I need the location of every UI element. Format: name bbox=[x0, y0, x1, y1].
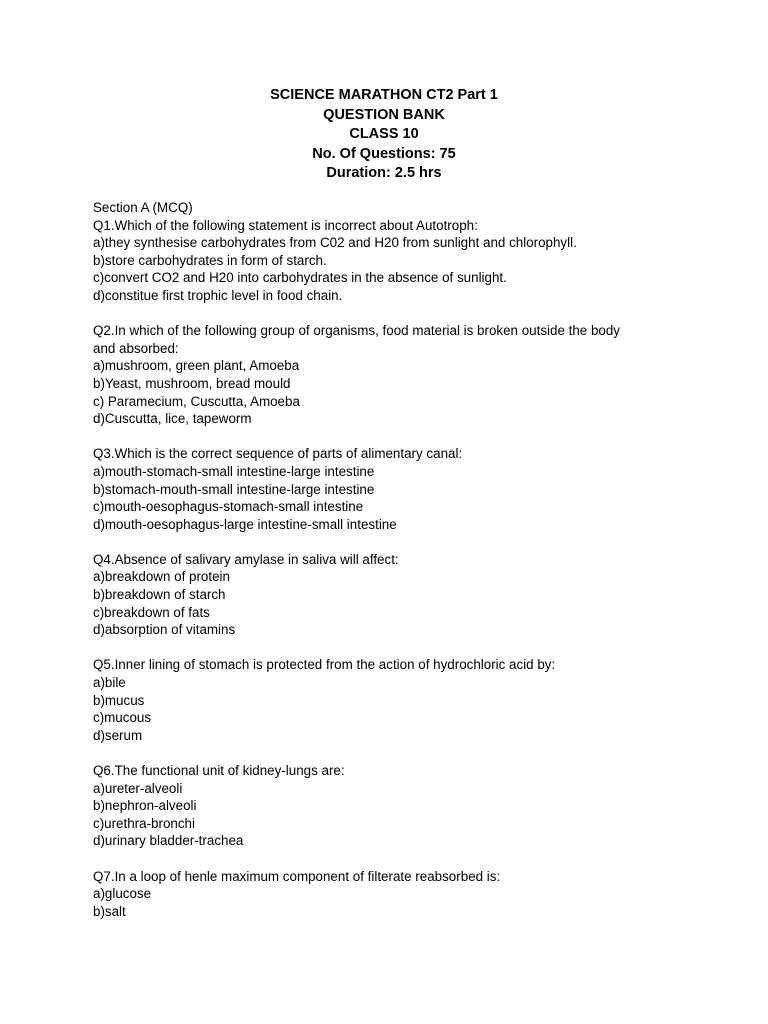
answer-option: c)convert CO2 and H20 into carbohydrates in the absence of sunlight. bbox=[93, 270, 507, 286]
answer-option: c)mouth-oesophagus-stomach-small intestine bbox=[93, 499, 364, 515]
answer-option: c)mucous bbox=[93, 710, 152, 726]
answer-option: b)stomach-mouth-small intestine-large intestine bbox=[93, 481, 375, 497]
question-text: Q1.Which of the following statement is incorrect about Autotroph: bbox=[93, 217, 478, 233]
answer-option: a)mouth-stomach-small intestine-large intestine bbox=[93, 463, 375, 479]
question-count: No. Of Questions: 75 bbox=[312, 145, 456, 162]
question-text: Q3.Which is the correct sequence of parts of alimentary canal: bbox=[93, 446, 463, 462]
answer-option: a)they synthesise carbohydrates from C02 and H20 from sunlight and chlorophyll. bbox=[93, 235, 577, 251]
question-block bbox=[93, 217, 693, 305]
answer-option: a)ureter-alveoli bbox=[93, 780, 183, 796]
answer-option: c) Paramecium, Cuscutta, Amoeba bbox=[93, 393, 300, 409]
answer-option: b)mucus bbox=[93, 692, 145, 708]
answer-option: a)bile bbox=[93, 675, 126, 691]
answer-option: a)glucose bbox=[93, 886, 152, 902]
question-list bbox=[93, 217, 693, 921]
question-block bbox=[93, 762, 693, 850]
answer-option: d)absorption of vitamins bbox=[93, 622, 236, 638]
duration-label: Duration: 2.5 hrs bbox=[326, 165, 442, 181]
answer-option: a)breakdown of protein bbox=[93, 569, 230, 585]
question-text: Q2.In which of the following group of organisms, food material is broken outside the body bbox=[93, 323, 620, 339]
answer-option: b)Yeast, mushroom, bread mould bbox=[93, 375, 291, 391]
answer-option: b)store carbohydrates in form of starch. bbox=[93, 252, 327, 268]
document-subtitle: QUESTION BANK bbox=[323, 106, 445, 123]
question-text: Q7.In a loop of henle maximum component of filterate reabsorbed is: bbox=[93, 868, 501, 884]
answer-option: a)mushroom, green plant, Amoeba bbox=[93, 358, 300, 374]
answer-option: b)breakdown of starch bbox=[93, 587, 226, 603]
answer-option: b)salt bbox=[93, 903, 126, 919]
answer-option: d)Cuscutta, lice, tapeworm bbox=[93, 411, 252, 427]
section-heading: Section A (MCQ) bbox=[93, 200, 193, 215]
question-text: Q4.Absence of salivary amylase in saliva will affect: bbox=[93, 551, 399, 567]
question-block bbox=[93, 656, 693, 744]
question-text: and absorbed: bbox=[93, 340, 179, 356]
answer-option: c)urethra-bronchi bbox=[93, 815, 195, 831]
answer-option: c)breakdown of fats bbox=[93, 604, 210, 620]
class-label: CLASS 10 bbox=[349, 126, 419, 142]
answer-option: d)constitue first trophic level in food chain. bbox=[93, 287, 343, 303]
answer-option: b)nephron-alveoli bbox=[93, 798, 197, 814]
answer-option: d)urinary bladder-trachea bbox=[93, 833, 244, 849]
question-block bbox=[93, 868, 693, 921]
question-block bbox=[93, 551, 693, 639]
question-block bbox=[93, 445, 693, 533]
document-body bbox=[93, 199, 693, 920]
document-title: SCIENCE MARATHON CT2 Part 1 bbox=[270, 87, 498, 103]
question-block bbox=[93, 322, 693, 428]
question-text: Q5.Inner lining of stomach is protected from the action of hydrochloric acid by: bbox=[93, 657, 556, 673]
answer-option: d)mouth-oesophagus-large intestine-small intestine bbox=[93, 516, 397, 532]
document-header bbox=[0, 86, 768, 184]
answer-option: d)serum bbox=[93, 727, 143, 743]
question-text: Q6.The functional unit of kidney-lungs are: bbox=[93, 763, 345, 778]
